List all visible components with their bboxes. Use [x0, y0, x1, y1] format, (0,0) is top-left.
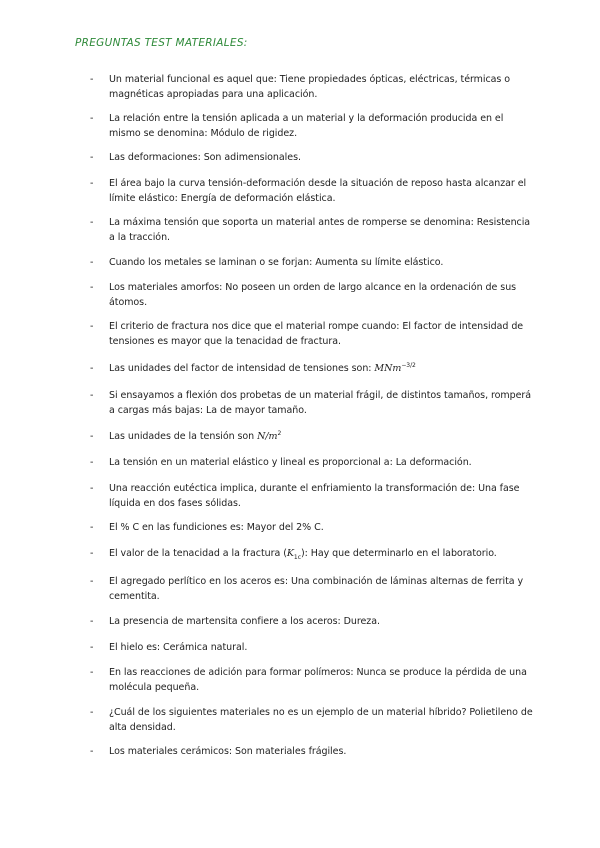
question-text: Cuando los metales se laminan o se forjan: Aumenta su límite elástico. [109, 257, 444, 268]
bullet: - [90, 707, 94, 718]
question-text: El agregado perlítico en los aceros es: Una combinación de láminas alternas de ferrita y cementita. [109, 576, 524, 602]
question-text: Si ensayamos a flexión dos probetas de un material frágil, de distintos tamaños, romperá a cargas más bajas: La de mayor tamaño. [109, 390, 532, 416]
question-text: Los materiales cerámicos: Son materiales frágiles. [109, 746, 347, 757]
bullet: - [90, 363, 94, 374]
math-subscript: 1c [293, 553, 301, 561]
bullet: - [90, 282, 94, 293]
question-text: El área bajo la curva tensión-deformación desde la situación de reposo hasta alcanzar el límite elástico: Energía de deformación elástica. [109, 178, 527, 204]
question-text: En las reacciones de adición para formar polímeros: Nunca se produce la pérdida de una molécula pequeña. [109, 667, 527, 693]
question-text: Las deformaciones: Son adimensionales. [109, 152, 301, 163]
question-text: El % C en las fundiciones es: Mayor del 2% C. [109, 522, 324, 533]
bullet: - [90, 178, 94, 189]
bullet: - [90, 483, 94, 494]
question-text: El hielo es: Cerámica natural. [109, 642, 248, 653]
math-superscript: 2 [277, 429, 282, 437]
bullet: - [90, 457, 94, 468]
question-text [109, 429, 534, 444]
math-expression: N/m [257, 431, 278, 442]
bullet: - [90, 642, 94, 653]
bullet: - [90, 152, 94, 163]
bullet: - [90, 431, 94, 442]
question-text: Una reacción eutéctica implica, durante el enfriamiento la transformación de: Una fase líquida en dos fases sólidas. [109, 483, 520, 509]
bullet: - [90, 217, 94, 228]
question-text: La presencia de martensita confiere a los aceros: Dureza. [109, 616, 380, 627]
question-text: La relación entre la tensión aplicada a un material y la deformación producida en el mismo se denomina: Módulo de rigidez. [109, 113, 504, 139]
bullet: - [90, 576, 94, 587]
question-text: Los materiales amorfos: No poseen un orden de largo alcance en la ordenación de sus átomos. [109, 282, 517, 308]
bullet: - [90, 74, 94, 85]
question-text: La tensión en un material elástico y lineal es proporcional a: La deformación. [109, 457, 472, 468]
question-text [109, 546, 534, 561]
question-text-part: El valor de la tenacidad a la fractura ( [109, 548, 287, 559]
question-text-part: ): Hay que determinarlo en el laboratorio. [300, 548, 497, 559]
question-text-part: Las unidades de la tensión son [109, 431, 258, 442]
question-text [109, 361, 534, 376]
math-expression: MNm [374, 363, 402, 374]
bullet: - [90, 548, 94, 559]
question-text-part: Las unidades del factor de intensidad de tensiones son: [109, 363, 375, 374]
page-title: PREGUNTAS TEST MATERIALES: [75, 37, 248, 49]
question-text: ¿Cuál de los siguientes materiales no es un ejemplo de un material híbrido? Polietileno de alta densidad. [109, 707, 533, 733]
math-expression: K [286, 548, 294, 559]
bullet: - [90, 667, 94, 678]
question-text: La máxima tensión que soporta un material antes de romperse se denomina: Resistencia a la tracción. [109, 217, 531, 243]
question-text: El criterio de fractura nos dice que el material rompe cuando: El factor de intensidad de tensiones es mayor que la tenacidad de fractura. [109, 321, 524, 347]
math-superscript: −3/2 [401, 361, 416, 369]
bullet: - [90, 616, 94, 627]
question-text: Un material funcional es aquel que: Tiene propiedades ópticas, eléctricas, térmicas o magnéticas apropiadas para una aplicación. [109, 74, 511, 100]
bullet: - [90, 390, 94, 401]
bullet: - [90, 113, 94, 124]
bullet: - [90, 522, 94, 533]
bullet: - [90, 746, 94, 757]
bullet: - [90, 321, 94, 332]
bullet: - [90, 257, 94, 268]
